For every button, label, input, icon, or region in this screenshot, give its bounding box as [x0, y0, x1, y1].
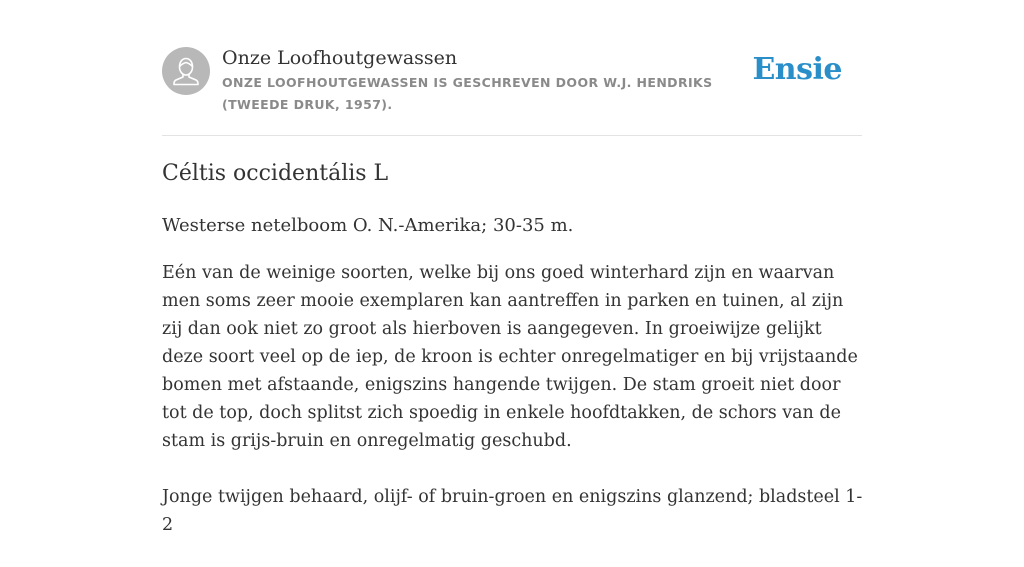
entry-paragraph: Jonge twijgen behaard, olijf- of bruin-groen en enigszins glanzend; bladsteel 1-2 [162, 487, 863, 535]
entry-paragraph: Eén van de weinige soorten, welke bij ons goed winterhard zijn en waarvan men soms zeer mooie exemplaren kan aantreffen in parken en tuinen, al zijn zij dan ook niet zo groot als hierboven is aangegeven. In groeiwijze gelijkt deze soort veel op de iep, de kroon is echter onregelmatiger en bij vrijstaande bomen met afstaande, enigszins hangende twijgen. De stam groeit niet door tot de top, doch splitst zich spoedig in enkele hoofdtakken, de schors van de stam is grijs-bruin en onregelmatig geschubd. [162, 263, 858, 451]
brand-logo[interactable]: Ensie [752, 52, 842, 87]
source-title[interactable]: Onze Loofhoutgewassen [222, 47, 458, 69]
entry-subtitle: Westerse netelboom O. N.-Amerika; 30-35 m. [162, 215, 574, 236]
divider [162, 135, 862, 136]
entry-title: Céltis occidentális L [162, 161, 389, 186]
avatar[interactable] [162, 47, 210, 95]
entry-body [162, 259, 866, 567]
source-description: ONZE LOOFHOUTGEWASSEN IS GESCHREVEN DOOR W.J. HENDRIKS (TWEEDE DRUK, 1957). [222, 75, 713, 112]
entry-page [162, 0, 863, 535]
source-header [162, 46, 862, 116]
user-silhouette-icon [162, 47, 210, 95]
